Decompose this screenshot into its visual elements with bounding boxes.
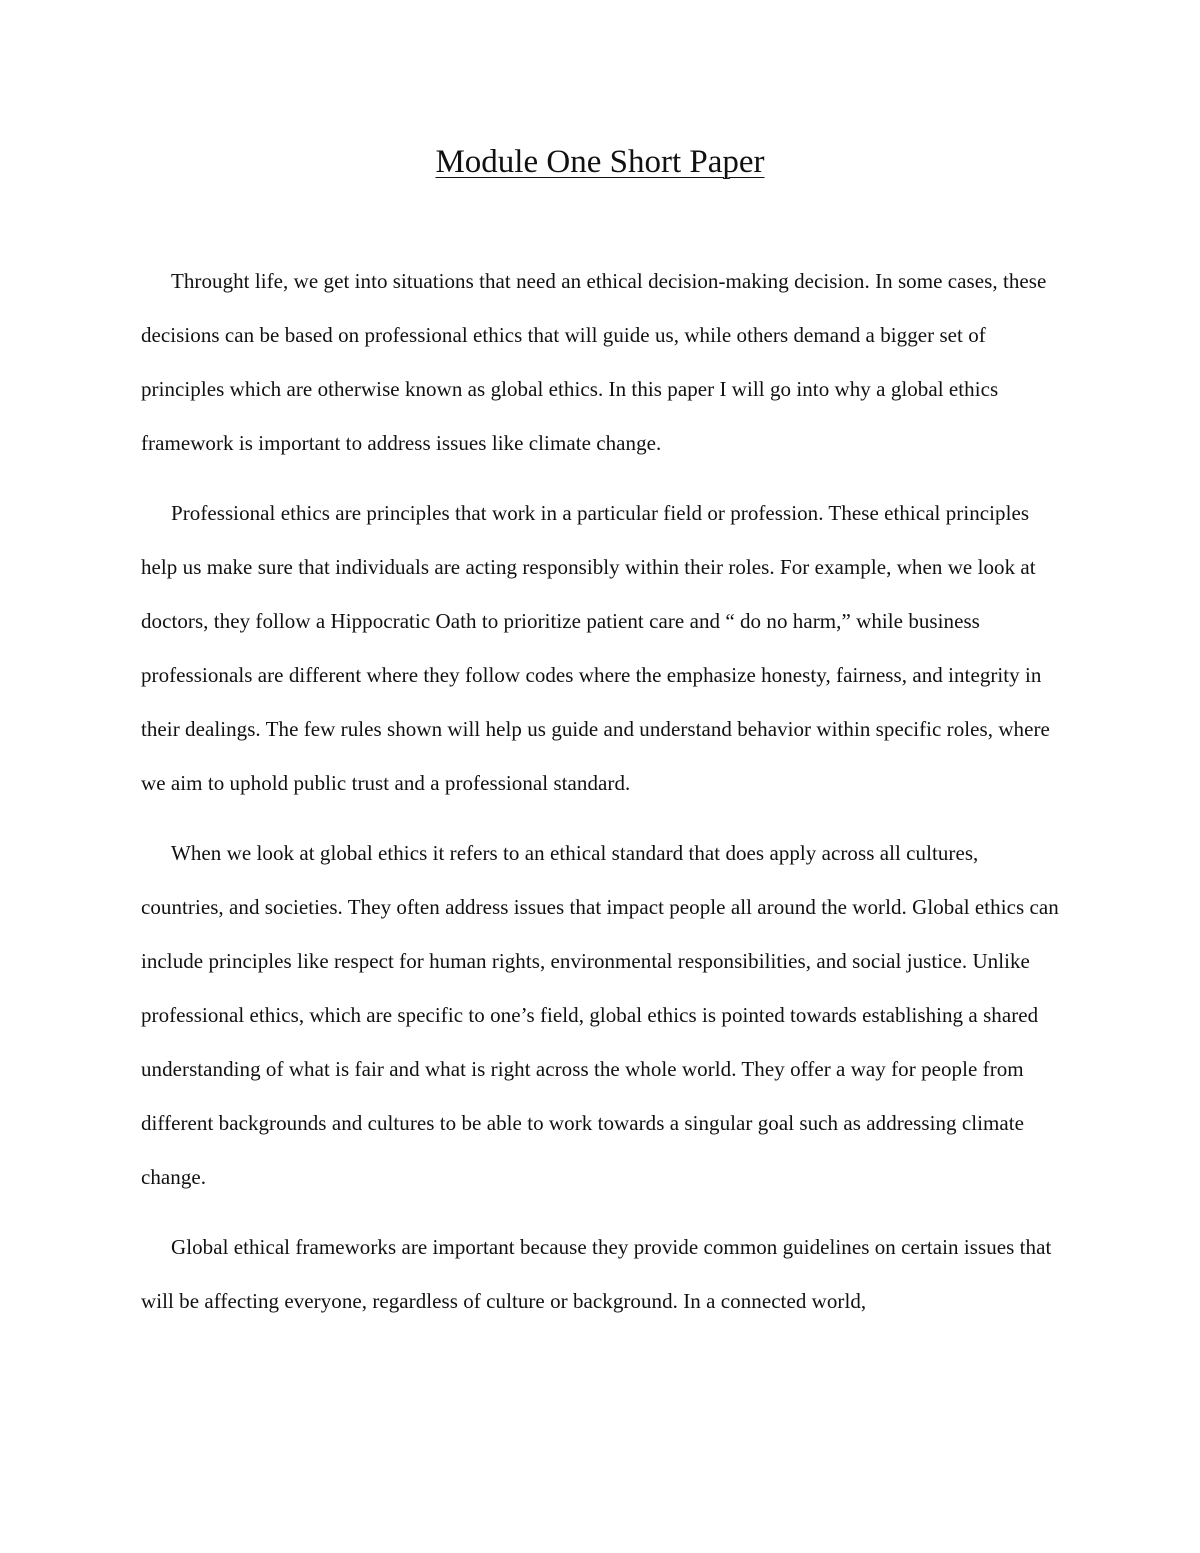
paragraph-3: When we look at global ethics it refers to an ethical standard that does apply across all cultures, countries, and societies. They often address issues that impact people all around the world. Global ethics can include principles like respect for human rights, environmental responsibilities, and social justice. Unlike professional ethics, which are specific to one’s field, global ethics is pointed towards establishing a shared understanding of what is fair and what is right across the whole world. They offer a way for people from different backgrounds and cultures to be able to work towards a singular goal such as addressing climate change. (141, 841, 1059, 1189)
document-body (141, 254, 1066, 1344)
page-title-text: Module One Short Paper (435, 144, 765, 180)
paragraph-2: Professional ethics are principles that work in a particular field or profession. These ethical principles help us make sure that individuals are acting responsibly within their roles. For example, when we look at doctors, they follow a Hippocratic Oath to prioritize patient care and “ do no harm,” while business professionals are different where they follow codes where the emphasize honesty, fairness, and integrity in their dealings. The few rules shown will help us guide and understand behavior within specific roles, where we aim to uphold public trust and a professional standard. (141, 501, 1050, 795)
page-title (0, 140, 1200, 184)
paragraph-4: Global ethical frameworks are important because they provide common guidelines on certain issues that will be affecting everyone, regardless of culture or background. In a connected world, (141, 1235, 1052, 1313)
paragraph-1: Throught life, we get into situations that need an ethical decision-making decision. In some cases, these decisions can be based on professional ethics that will guide us, while others demand a bigger set of principles which are otherwise known as global ethics. In this paper I will go into why a global ethics framework is important to address issues like climate change. (141, 269, 1047, 455)
